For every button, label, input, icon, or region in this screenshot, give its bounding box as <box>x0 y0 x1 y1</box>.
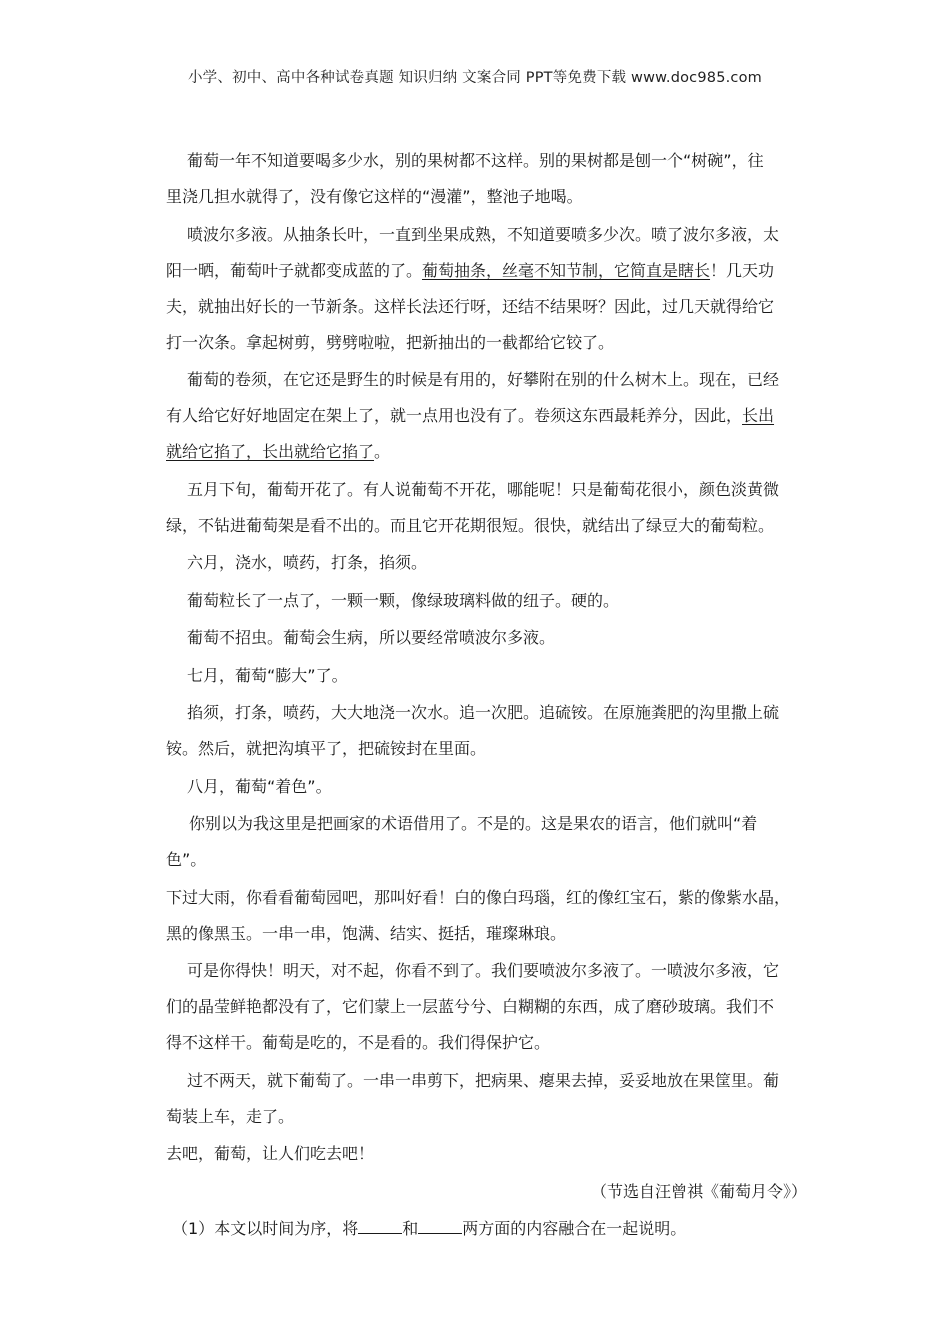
paragraph-2-line-3: 夫，就抽出好长的一节新条。这样长法还行呀，还结不结果呀？因此，过几天就得给它 <box>166 296 775 316</box>
question-number: （1） <box>172 1219 215 1238</box>
paragraph-7: 葡萄不招虫。葡萄会生病，所以要经常喷波尔多液。 <box>187 628 556 647</box>
answer-blank-1[interactable] <box>358 1218 402 1234</box>
paragraph-2-text-a: 阳一晒，葡萄叶子就都变成蓝的了。 <box>166 260 423 280</box>
paragraph-2-line-1: 喷波尔多液。从抽条长叶，一直到坐果成熟，不知道要喷多少次。喷了波尔多液，太 <box>187 224 780 244</box>
question-text-c: 两方面的内容融合在一起说明。 <box>462 1219 687 1238</box>
paragraph-12-line-1: 下过大雨，你看看葡萄园吧，那叫好看！白的像白玛瑙，红的像红宝石，紫的像紫水晶， <box>166 887 791 907</box>
underlined-phrase-1: 葡萄抽条，丝毫不知节制，它简直是瞎长 <box>422 260 711 280</box>
answer-blank-2[interactable] <box>418 1218 462 1234</box>
question-text-a: 本文以时间为序，将 <box>214 1219 359 1238</box>
source-citation: （节选自汪曾祺《葡萄月令》） <box>590 1181 807 1201</box>
underlined-phrase-2a: 长出 <box>742 406 775 425</box>
question-text-b: 和 <box>402 1219 419 1238</box>
paragraph-6: 葡萄粒长了一点了，一颗一颗，像绿玻璃料做的纽子。硬的。 <box>187 590 620 610</box>
paragraph-4-line-1: 五月下旬，葡萄开花了。有人说葡萄不开花，哪能呢！只是葡萄花很小，颜色淡黄微 <box>187 479 780 499</box>
paragraph-8: 七月，葡萄“膨大”了。 <box>187 665 348 685</box>
paragraph-12-line-2: 黑的像黑玉。一串一串，饱满、结实、挺括，璀璨琳琅。 <box>166 923 567 943</box>
paragraph-10: 八月，葡萄“着色”。 <box>187 776 332 796</box>
paragraph-11-line-2: 色”。 <box>166 850 207 869</box>
site-header: 小学、初中、高中各种试卷真题 知识归纳 文案合同 PPT等免费下载 www.doc985.com <box>187 70 763 86</box>
paragraph-3-line-2 <box>166 398 811 434</box>
article-body <box>166 143 811 1247</box>
paragraph-15: 去吧，葡萄，让人们吃去吧！ <box>166 1144 375 1163</box>
paragraph-2-line-2 <box>166 253 811 289</box>
paragraph-14-line-2: 萄装上车，走了。 <box>166 1106 295 1126</box>
paragraph-9-line-2: 铵。然后，就把沟填平了，把硫铵封在里面。 <box>166 739 487 758</box>
paragraph-11-line-1: 你别以为我这里是把画家的术语借用了。不是的。这是果农的语言，他们就叫“着 <box>189 814 758 833</box>
paragraph-1-line-2: 里浇几担水就得了，没有像它这样的“漫灌”，整池子地喝。 <box>166 187 583 206</box>
underlined-phrase-2b: 就给它掐了，长出就给它掐了 <box>166 442 375 461</box>
paragraph-3-text-b: 。 <box>374 442 391 461</box>
paragraph-13-line-1: 可是你得快！明天，对不起，你看不到了。我们要喷波尔多液了。一喷波尔多液，它 <box>187 961 780 980</box>
paragraph-5: 六月，浇水，喷药，打条，掐须。 <box>187 553 428 572</box>
paragraph-14-line-1: 过不两天，就下葡萄了。一串一串剪下，把病果、瘪果去掉，妥妥地放在果筐里。葡 <box>187 1070 780 1090</box>
paragraph-13-line-3: 得不这样干。葡萄是吃的，不是看的。我们得保护它。 <box>166 1033 551 1052</box>
paragraph-1-line-1: 葡萄一年不知道要喝多少水，别的果树都不这样。别的果树都是刨一个“树碗”，往 <box>187 151 764 170</box>
paragraph-13-line-2: 们的晶莹鲜艳都没有了，它们蒙上一层蓝兮兮、白糊糊的东西，成了磨砂玻璃。我们不 <box>166 997 775 1016</box>
paragraph-4-line-2: 绿，不钻进葡萄架是看不出的。而且它开花期很短。很快，就结出了绿豆大的葡萄粒。 <box>166 515 775 535</box>
paragraph-3-line-1: 葡萄的卷须，在它还是野生的时候是有用的，好攀附在别的什么树木上。现在，已经 <box>187 370 780 389</box>
paragraph-9-line-1: 掐须，打条，喷药，大大地浇一次水。追一次肥。追硫铵。在原施粪肥的沟里撒上硫 <box>187 703 780 722</box>
paragraph-3-text-a: 有人给它好好地固定在架上了，就一点用也没有了。卷须这东西最耗养分，因此， <box>166 406 743 425</box>
paragraph-3-line-3 <box>166 434 811 470</box>
paragraph-2-line-4: 打一次条。拿起树剪，劈劈啦啦，把新抽出的一截都给它铰了。 <box>166 332 615 352</box>
question-1 <box>166 1211 811 1247</box>
paragraph-2-text-b: ！几天功 <box>710 260 775 280</box>
